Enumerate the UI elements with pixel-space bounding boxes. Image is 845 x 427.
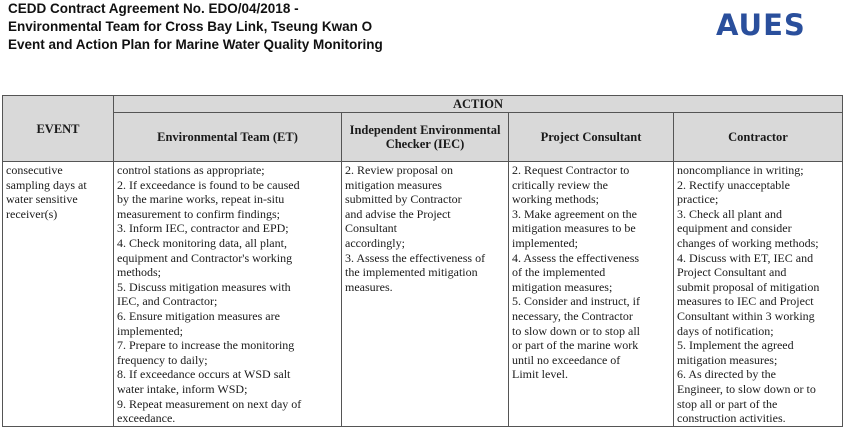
cell-text-line: to slow down or to stop all xyxy=(512,323,640,338)
cell-text-line: IEC, and Contractor; xyxy=(117,294,218,309)
cell-text-line: noncompliance in writing; xyxy=(677,163,804,177)
cell-text-line: water intake, inform WSD; xyxy=(117,381,248,396)
cell-text-line: 3. Make agreement on the xyxy=(512,206,637,221)
cell-text-line: implemented; xyxy=(117,323,183,338)
cell-text-line: Consultant xyxy=(345,221,398,236)
cell-text-line: days of notification; xyxy=(677,323,774,338)
cell-text-line: mitigation measures; xyxy=(512,279,613,294)
cell-text-line: 9. Repeat measurement on next day of xyxy=(117,396,302,411)
cell-text-line: implemented; xyxy=(512,235,578,250)
cell-text-line: construction activities. xyxy=(677,411,786,426)
event-cell xyxy=(3,162,114,427)
cell-text-line: the implemented mitigation xyxy=(345,265,478,280)
cell-text-line: equipment and Contractor's working xyxy=(117,250,293,265)
cell-text-line: 2. If exceedance is found to be caused xyxy=(117,177,300,192)
cell-text-line: accordingly; xyxy=(345,235,405,250)
cell-text-line: 4. Assess the effectiveness xyxy=(512,250,640,265)
contract-title: CEDD Contract Agreement No. EDO/04/2018 - xyxy=(8,1,299,16)
document-header xyxy=(8,0,383,54)
cell-text-line: 6. Ensure mitigation measures are xyxy=(117,308,280,323)
cell-text-line: stop all or part of the xyxy=(677,396,778,411)
pc-cell xyxy=(509,162,674,427)
cell-text-line: measurement to confirm findings; xyxy=(117,206,280,221)
cell-text-line: methods; xyxy=(117,265,161,280)
cell-text-line: mitigation measures xyxy=(345,177,442,192)
cell-text-line: 3. Assess the effectiveness of xyxy=(345,250,486,265)
cell-text-line: Project Consultant and xyxy=(677,265,787,280)
cell-text-line: 4. Check monitoring data, all plant, xyxy=(117,235,287,250)
contractor-header: Contractor xyxy=(674,113,843,162)
cell-text-line: water sensitive xyxy=(6,192,78,207)
cell-text-line: Limit level. xyxy=(512,367,568,382)
cell-text-line: 7. Prepare to increase the monitoring xyxy=(117,338,295,353)
cell-text-line: 4. Discuss with ET, IEC and xyxy=(677,250,814,265)
aues-logo: AUES xyxy=(716,8,806,42)
iec-header: Independent Environmental Checker (IEC) xyxy=(342,113,509,162)
cell-text-line: 3. Inform IEC, contractor and EPD; xyxy=(117,221,289,236)
et-cell xyxy=(114,162,342,427)
cell-text-line: receiver(s) xyxy=(6,206,58,221)
pc-header: Project Consultant xyxy=(509,113,674,162)
cell-text-line: by the marine works, repeat in-situ xyxy=(117,192,285,207)
cell-text-line: critically review the xyxy=(512,177,608,192)
cell-text-line: 3. Check all plant and xyxy=(677,206,782,221)
cell-text-line: consecutive xyxy=(6,163,63,177)
cell-text-line: submit proposal of mitigation xyxy=(677,279,820,294)
et-header: Environmental Team (ET) xyxy=(114,113,342,162)
cell-text-line: measures to IEC and Project xyxy=(677,294,814,309)
cell-text-line: 2. Request Contractor to xyxy=(512,163,630,177)
cell-text-line: of the implemented xyxy=(512,265,606,280)
iec-cell xyxy=(342,162,509,427)
cell-text-line: practice; xyxy=(677,192,719,207)
cell-text-line: 2. Rectify unacceptable xyxy=(677,177,790,192)
event-action-table xyxy=(2,95,843,427)
cell-text-line: equipment and consider xyxy=(677,221,792,236)
cell-text-line: or part of the marine work xyxy=(512,338,639,353)
cell-text-line: frequency to daily; xyxy=(117,352,208,367)
cell-text-line: Engineer, to slow down or to xyxy=(677,381,816,396)
cell-text-line: 8. If exceedance occurs at WSD salt xyxy=(117,367,291,382)
event-header: EVENT xyxy=(3,96,114,162)
cell-text-line: 6. As directed by the xyxy=(677,367,776,382)
cell-text-line: changes of working methods; xyxy=(677,235,819,250)
cell-text-line: and advise the Project xyxy=(345,206,451,221)
cell-text-line: mitigation measures; xyxy=(677,352,778,367)
cell-text-line: mitigation measures to be xyxy=(512,221,636,236)
cell-text-line: 5. Consider and instruct, if xyxy=(512,294,640,309)
plan-title: Event and Action Plan for Marine Water Quality Monitoring xyxy=(8,37,383,52)
cell-text-line: measures. xyxy=(345,279,393,294)
cell-text-line: necessary, the Contractor xyxy=(512,308,633,323)
contractor-cell xyxy=(674,162,843,427)
cell-text-line: 5. Discuss mitigation measures with xyxy=(117,279,291,294)
table-row xyxy=(3,162,843,427)
cell-text-line: Consultant within 3 working xyxy=(677,308,815,323)
action-header: ACTION xyxy=(114,96,843,113)
cell-text-line: working methods; xyxy=(512,192,599,207)
cell-text-line: 5. Implement the agreed xyxy=(677,338,794,353)
project-title: Environmental Team for Cross Bay Link, Tseung Kwan O xyxy=(8,19,373,34)
cell-text-line: submitted by Contractor xyxy=(345,192,462,207)
cell-text-line: control stations as appropriate; xyxy=(117,163,265,177)
cell-text-line: until no exceedance of xyxy=(512,352,621,367)
cell-text-line: sampling days at xyxy=(6,177,87,192)
cell-text-line: 2. Review proposal on xyxy=(345,163,453,177)
cell-text-line: exceedance. xyxy=(117,411,176,426)
